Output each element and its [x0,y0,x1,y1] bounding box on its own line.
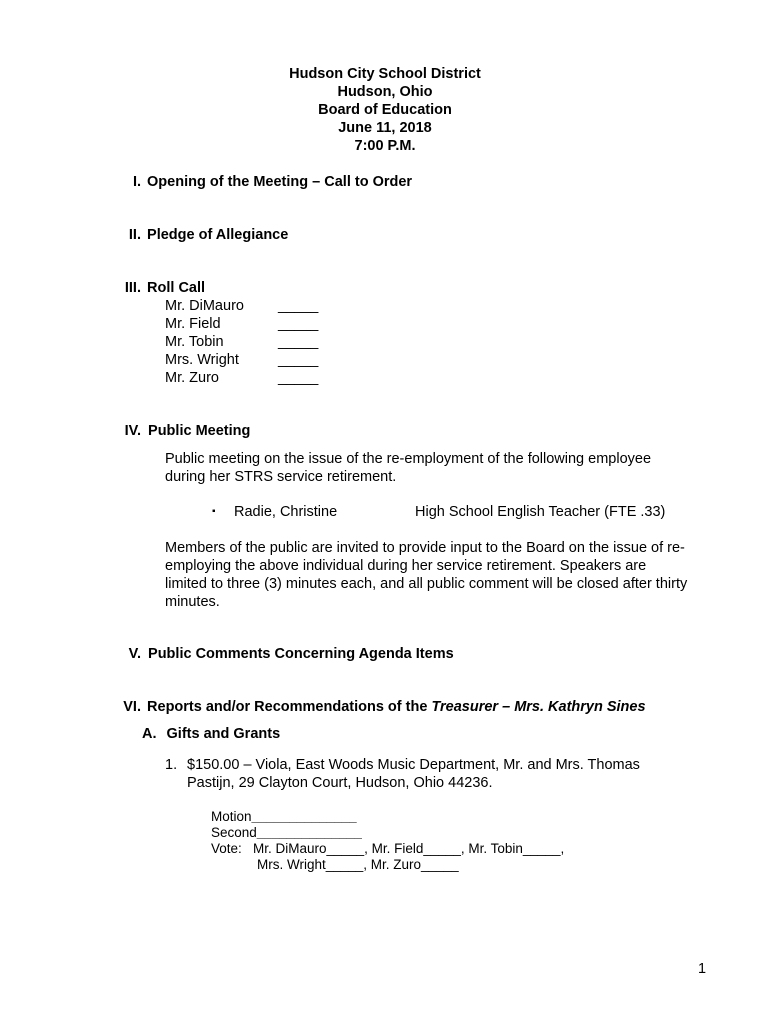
roll-call-row [165,315,365,333]
intro-line: during her STRS service retirement. [165,469,397,485]
section-5-title: Public Comments Concerning Agenda Items [148,646,454,662]
employee-name: Radie, Christine [234,504,338,520]
header-district: Hudson City School District [289,66,481,82]
roll-call-blank: _____ [278,352,319,368]
gift-item-line: Pastijn, 29 Clayton Court, Hudson, Ohio 44236. [187,775,493,791]
header-time: 7:00 P.M. [354,138,416,154]
motion-blank: ______________ [251,809,357,824]
square-bullet-icon: ▪ [212,506,216,517]
section-6-title: Reports and/or Recommendations of the [147,699,432,715]
section-6-number: VI. [123,699,141,715]
section-4-heading [110,422,250,440]
header-location: Hudson, Ohio [337,84,433,100]
header-date: June 11, 2018 [338,120,432,136]
gift-item-1 [165,756,705,792]
roll-call-member: Mr. DiMauro [165,298,244,314]
employee-list-item [212,503,692,521]
second-label: Second [211,825,257,840]
roll-call-blank: _____ [278,334,319,350]
gift-item-number: 1. [165,757,178,773]
notice-line: employing the above individual during her service retirement. Speakers are [165,558,647,574]
section-2-heading [110,226,288,244]
section-5-number: V. [128,646,141,662]
section-2-title: Pledge of Allegiance [147,227,289,243]
public-comment-notice [165,539,725,611]
roll-call-row [165,297,365,315]
section-3-number: III. [124,280,141,296]
section-4-number: IV. [124,423,141,439]
subsection-a-title: Gifts and Grants [166,726,281,742]
document-header [0,65,770,155]
second-blank: ______________ [256,825,362,840]
notice-line: Members of the public are invited to provide input to the Board on the issue of re- [165,540,685,556]
vote-block [211,809,564,873]
section-3-title: Roll Call [147,280,206,296]
subsection-a-heading [142,725,280,743]
page-number: 1 [698,961,707,977]
section-1-heading [110,173,412,191]
intro-line: Public meeting on the issue of the re-employment of the following employee [165,451,652,467]
gift-item-line: $150.00 – Viola, East Woods Music Department, Mr. and Mrs. Thomas [187,757,640,773]
motion-label: Motion [211,809,252,824]
roll-call-row [165,351,365,369]
roll-call-row [165,333,365,351]
roll-call-member: Mr. Field [165,316,221,332]
section-4-title: Public Meeting [148,423,251,439]
subsection-a-label: A. [142,726,157,742]
notice-line: limited to three (3) minutes each, and all public comment will be closed after thirty [165,576,688,592]
employee-role: High School English Teacher (FTE .33) [415,504,666,520]
section-3-heading [110,279,205,297]
roll-call-blank: _____ [278,316,319,332]
roll-call-member: Mrs. Wright [165,352,239,368]
section-5-heading [110,645,454,663]
roll-call-blank: _____ [278,370,319,386]
roll-call-member: Mr. Tobin [165,334,224,350]
section-2-number: II. [128,227,141,243]
section-6-heading [110,698,646,716]
public-meeting-intro [165,450,725,486]
roll-call-blank: _____ [278,298,319,314]
roll-call-list [165,297,365,387]
second-line [211,825,564,841]
vote-line: Vote: Mr. DiMauro_____, Mr. Field_____, Mr. Tobin_____, [211,841,565,856]
notice-line: minutes. [165,594,220,610]
vote-line: Mrs. Wright_____, Mr. Zuro_____ [257,857,459,872]
roll-call-row [165,369,365,387]
section-1-number: I. [132,174,141,190]
header-board: Board of Education [318,102,452,118]
section-6-title-italic: Treasurer – Mrs. Kathryn Sines [431,699,646,715]
motion-line [211,809,564,825]
section-1-title: Opening of the Meeting – Call to Order [147,174,413,190]
roll-call-member: Mr. Zuro [165,370,219,386]
